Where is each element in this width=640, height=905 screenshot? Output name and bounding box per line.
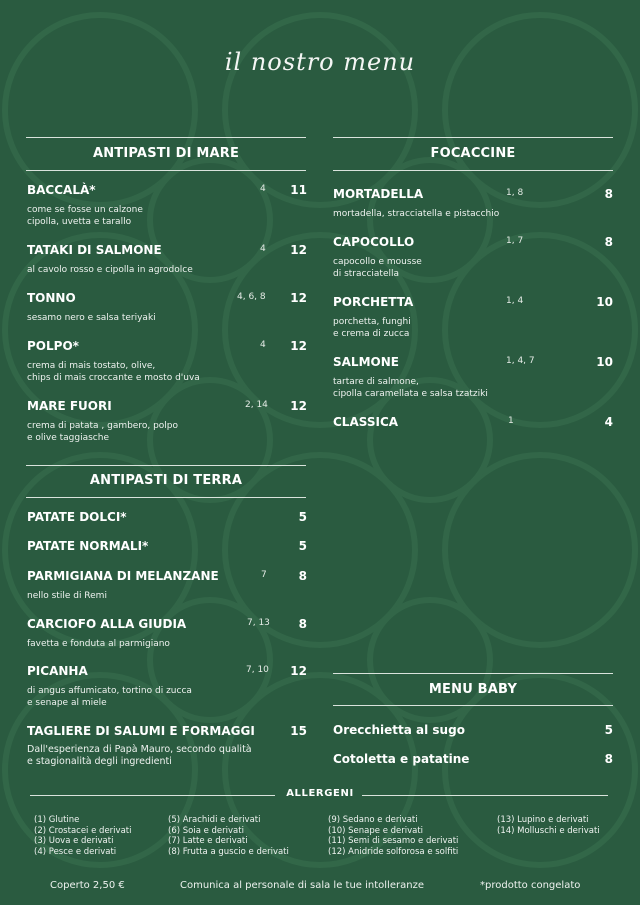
coperto-note: Coperto 2,50 €	[50, 880, 125, 891]
menu-item	[27, 539, 307, 555]
item-allergens: 1, 4	[506, 296, 524, 306]
menu-item	[333, 415, 613, 431]
item-price: 8	[298, 617, 307, 631]
menu-title: il nostro menu	[224, 48, 416, 76]
menu-item	[333, 295, 613, 339]
frozen-note: *prodotto congelato	[480, 880, 581, 891]
item-allergens: 4	[260, 340, 266, 350]
item-price: 5	[298, 539, 307, 553]
item-price: 4	[604, 415, 613, 429]
divider	[333, 705, 613, 706]
item-price: 12	[290, 399, 307, 413]
item-name: CLASSICA	[333, 415, 399, 429]
divider	[26, 497, 306, 498]
menu-item	[333, 235, 613, 279]
menu-item	[27, 510, 307, 526]
menu-item	[27, 339, 307, 383]
item-description: crema di patata , gambero, polpo e olive taggiasche	[27, 421, 179, 443]
item-allergens: 4, 6, 8	[237, 292, 266, 302]
menu-item	[333, 355, 613, 399]
item-allergens: 4	[260, 184, 266, 194]
item-name: TATAKI DI SALMONE	[27, 243, 162, 257]
item-description: sesamo nero e salsa teriyaki	[27, 313, 156, 323]
menu-item	[27, 183, 307, 227]
menu-item	[27, 664, 307, 708]
allergens-column: (13) Lupino e derivati (14) Molluschi e derivati	[497, 815, 600, 836]
menu-item	[27, 243, 307, 273]
item-price: 8	[298, 569, 307, 583]
divider	[26, 137, 306, 138]
item-allergens: 1, 4, 7	[506, 356, 535, 366]
allergens-column: (1) Glutine (2) Crostacei e derivati (3) Uova e derivati (4) Pesce e derivati	[34, 815, 132, 857]
item-price: 10	[596, 295, 613, 309]
divider	[26, 465, 306, 466]
item-description: di angus affumicato, tortino di zucca e senape al miele	[27, 686, 192, 708]
item-allergens: 7	[261, 570, 267, 580]
item-description: favetta e fonduta al parmigiano	[27, 639, 170, 649]
section-title-antipasti-mare: ANTIPASTI DI MARE	[92, 146, 240, 161]
item-allergens: 1	[508, 416, 514, 426]
item-name: Cotoletta e patatine	[333, 752, 470, 766]
item-name: BACCALÀ*	[27, 183, 96, 197]
item-allergens: 4	[260, 244, 266, 254]
allergens-column: (9) Sedano e derivati (10) Senape e derivati (11) Semi di sesamo e derivati (12) Anidride solforosa e solfiti	[328, 815, 459, 857]
item-price: 8	[604, 235, 613, 249]
item-name: PORCHETTA	[333, 295, 414, 309]
item-price: 5	[604, 723, 613, 737]
section-title-antipasti-terra: ANTIPASTI DI TERRA	[89, 473, 243, 488]
section-title-focaccine: FOCACCINE	[430, 146, 516, 161]
menu-item	[333, 187, 613, 217]
section-title-menu-baby: MENU BABY	[428, 682, 518, 697]
item-price: 8	[604, 187, 613, 201]
item-description: capocollo e mousse di stracciatella	[333, 257, 422, 279]
item-price: 12	[290, 664, 307, 678]
item-price: 15	[290, 724, 307, 738]
item-price: 12	[290, 291, 307, 305]
item-name: POLPO*	[27, 339, 79, 353]
item-name: SALMONE	[333, 355, 399, 369]
divider	[333, 673, 613, 674]
allergens-column: (5) Arachidi e derivati (6) Soia e derivati (7) Latte e derivati (8) Frutta a guscio e derivati	[168, 815, 289, 857]
item-price: 10	[596, 355, 613, 369]
divider	[26, 170, 306, 171]
item-description: nello stile di Remi	[27, 591, 107, 601]
item-description: tartare di salmone, cipolla caramellata e salsa tzatziki	[333, 377, 488, 399]
item-allergens: 1, 7	[506, 236, 524, 246]
item-name: TAGLIERE DI SALUMI E FORMAGGI	[27, 724, 255, 738]
item-allergens: 2, 14	[245, 400, 268, 410]
menu-item	[333, 752, 613, 768]
item-name: MARE FUORI	[27, 399, 112, 413]
item-price: 11	[290, 183, 307, 197]
item-allergens: 1, 8	[506, 188, 524, 198]
item-price: 5	[298, 510, 307, 524]
item-description: porchetta, funghi e crema di zucca	[333, 317, 411, 339]
item-name: PICANHA	[27, 664, 88, 678]
item-description: come se fosse un calzone cipolla, uvetta e tarallo	[27, 205, 143, 227]
item-description: al cavolo rosso e cipolla in agrodolce	[27, 265, 193, 275]
item-name: MORTADELLA	[333, 187, 424, 201]
item-description: mortadella, stracciatella e pistacchio	[333, 209, 500, 219]
item-name: PATATE DOLCI*	[27, 510, 127, 524]
intolerance-note: Comunica al personale di sala le tue intolleranze	[180, 880, 424, 891]
item-name: PATATE NORMALI*	[27, 539, 149, 553]
item-price: 12	[290, 243, 307, 257]
item-description: crema di mais tostato, olive, chips di mais croccante e mosto d'uva	[27, 361, 200, 383]
menu-item	[27, 291, 307, 321]
allergens-title: ALLERGENI	[286, 788, 354, 799]
item-name: Orecchietta al sugo	[333, 723, 465, 737]
divider	[333, 170, 613, 171]
item-allergens: 7, 10	[246, 665, 269, 675]
divider	[333, 137, 613, 138]
item-name: PARMIGIANA DI MELANZANE	[27, 569, 219, 583]
item-description: Dall'esperienza di Papà Mauro, secondo qualità e stagionalità degli ingredienti	[27, 744, 252, 767]
menu-item	[27, 399, 307, 443]
menu-item	[27, 724, 307, 767]
item-allergens: 7, 13	[247, 618, 270, 628]
item-name: CARCIOFO ALLA GIUDIA	[27, 617, 187, 631]
item-price: 12	[290, 339, 307, 353]
menu-item	[333, 723, 613, 739]
item-name: TONNO	[27, 291, 76, 305]
menu-item	[27, 617, 307, 647]
menu-item	[27, 569, 307, 599]
item-price: 8	[604, 752, 613, 766]
item-name: CAPOCOLLO	[333, 235, 415, 249]
